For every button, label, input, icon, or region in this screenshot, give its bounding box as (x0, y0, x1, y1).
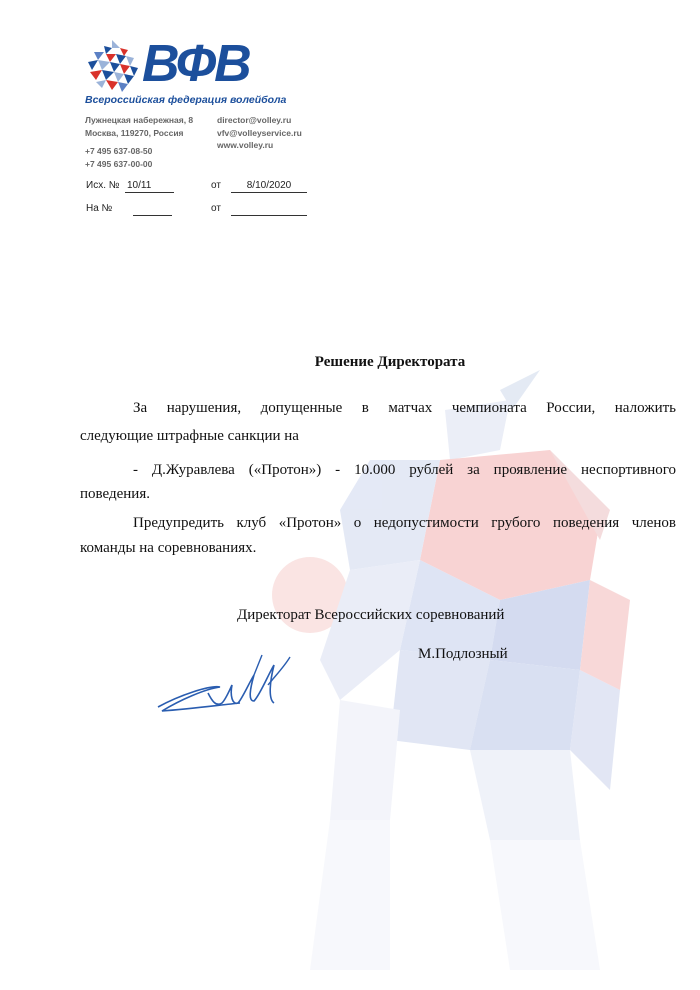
incoming-date-label: от (211, 203, 221, 214)
phone-line: +7 495 637-00-00 (85, 158, 153, 169)
address-line: Лужнецкая набережная, 8 (85, 115, 194, 125)
address-line: Москва, 119270, Россия (85, 127, 184, 138)
outgoing-number: 10/11 (125, 180, 174, 193)
signoff-name: М.Подлозный (418, 646, 508, 662)
warning-line: Предупредить клуб «Протон» о недопустимости грубого поведения членов (133, 515, 676, 531)
penalty-item-line: поведения. (80, 486, 150, 502)
penalty-item-line: - Д.Журавлева («Протон») - 10.000 рублей за проявление неспортивного (133, 462, 676, 478)
signature-icon (150, 645, 300, 725)
paragraph-line: следующие штрафные санкции на (80, 428, 299, 444)
incoming-number (133, 203, 172, 216)
contacts-address (85, 114, 193, 170)
warning-line: команды на соревнованиях. (80, 540, 257, 556)
website-link[interactable]: www.volley.ru (217, 140, 274, 150)
email-link[interactable]: vfv@volleyservice.ru (217, 127, 302, 138)
outgoing-label: Исх. № (86, 180, 120, 191)
logo-subtitle: Всероссийская федерация волейбола (85, 94, 287, 106)
letter-title: Решение Директората (314, 354, 466, 370)
volleyball-player-watermark (250, 370, 640, 970)
paragraph-line: За нарушения, допущенные в матчах чемпионата России, наложить (133, 400, 676, 416)
phone-line: +7 495 637-08-50 (85, 146, 153, 156)
incoming-date (231, 203, 307, 216)
date-label: от (211, 180, 221, 191)
logo-wordmark: ВФВ (142, 35, 250, 93)
signoff-organization: Директорат Всероссийских соревнований (237, 607, 505, 623)
incoming-label: На № (86, 203, 113, 214)
contacts-online (217, 114, 302, 152)
email-link[interactable]: director@volley.ru (217, 115, 292, 125)
outgoing-date: 8/10/2020 (231, 180, 307, 193)
vfv-logo-icon (84, 38, 140, 94)
